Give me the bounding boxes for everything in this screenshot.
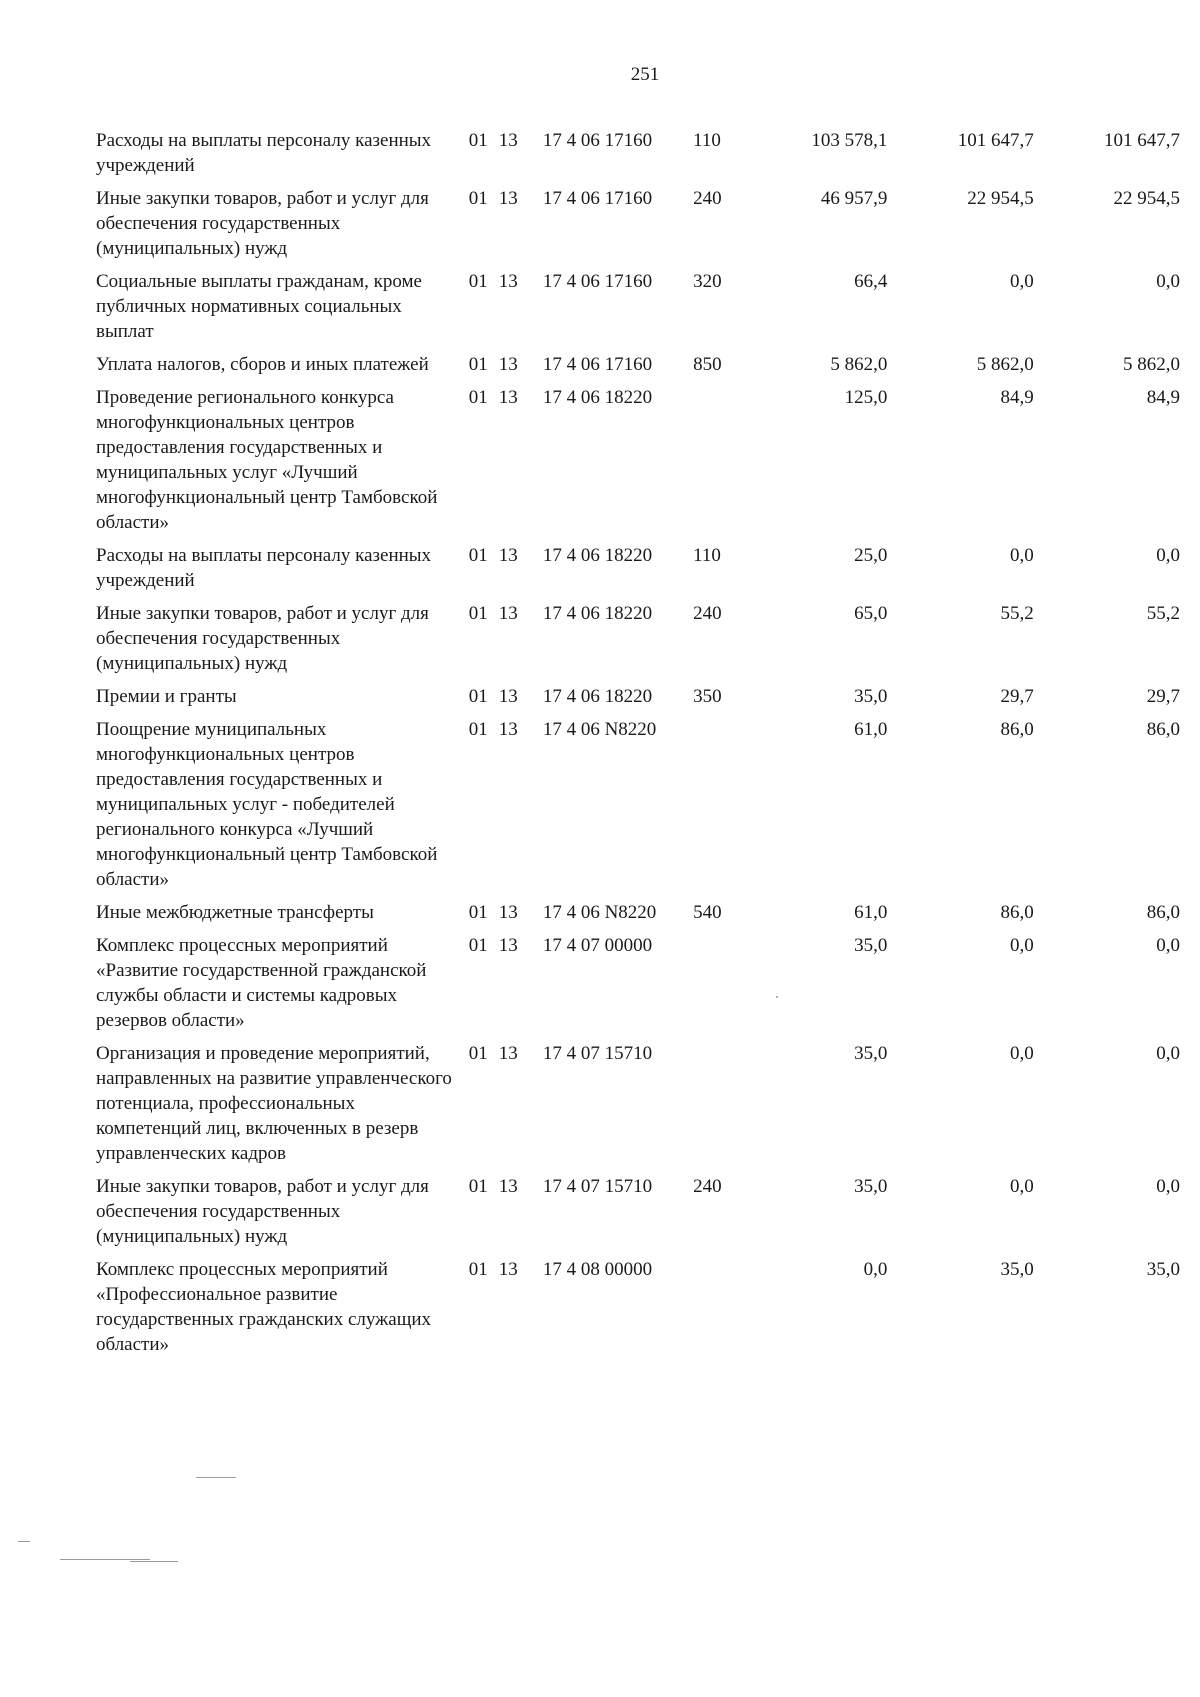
amount-year-1: 61,0 [854,719,888,740]
item-name: Расходы на выплаты персоналу казенных учреждений [96,545,432,591]
amount-year-2: 0,0 [1009,271,1034,292]
target-article-code: 17 4 08 00000 [542,1259,653,1280]
target-article-code: 17 4 06 17160 [542,354,653,375]
amount-year-1: 61,0 [854,902,888,923]
table-row [96,717,1180,900]
item-name: Социальные выплаты гражданам, кроме публичных нормативных социальных выплат [96,271,422,342]
subsection-code: 13 [498,130,518,151]
target-article-code: 17 4 06 18220 [542,387,653,408]
amount-year-2: 0,0 [1009,1176,1034,1197]
amount-year-2: 55,2 [1000,603,1034,624]
expense-type-code: 540 [693,902,722,923]
subsection-code: 13 [498,719,518,740]
subsection-code: 13 [498,188,518,209]
scan-artifact [18,1541,30,1542]
table-row [96,684,1180,717]
section-code: 01 [468,271,488,292]
amount-year-1: 66,4 [854,271,888,292]
section-code: 01 [468,1043,488,1064]
item-name: Поощрение муниципальных многофункциональных центров предоставления государственных и муниципальных услуг - победителей регионального конкурса «Лучший многофункциональный центр Тамбовской области» [96,719,438,890]
expense-type-code: 240 [693,188,722,209]
section-code: 01 [468,130,488,151]
item-name: Премии и гранты [96,686,237,707]
amount-year-1: 35,0 [854,1043,888,1064]
item-name: Иные закупки товаров, работ и услуг для обеспечения государственных (муниципальных) нужд [96,1176,429,1247]
table-row [96,543,1180,601]
amount-year-2: 35,0 [1000,1259,1034,1280]
item-name: Комплекс процессных мероприятий «Развитие государственной гражданской службы области и системы кадровых резервов области» [96,935,427,1031]
target-article-code: 17 4 06 18220 [542,686,653,707]
target-article-code: 17 4 06 18220 [542,545,653,566]
amount-year-3: 0,0 [1156,1176,1180,1197]
table-row [96,186,1180,269]
amount-year-3: 0,0 [1156,1043,1180,1064]
table-body [96,128,1180,1365]
amount-year-1: 125,0 [844,387,888,408]
amount-year-2: 0,0 [1009,935,1034,956]
subsection-code: 13 [498,686,518,707]
amount-year-3: 84,9 [1146,387,1180,408]
table-row [96,352,1180,385]
section-code: 01 [468,354,488,375]
amount-year-3: 5 862,0 [1123,354,1180,375]
expense-type-code [693,1041,741,1174]
expense-type-code: 240 [693,1176,722,1197]
amount-year-2: 0,0 [1009,545,1034,566]
item-name: Расходы на выплаты персоналу казенных учреждений [96,130,432,176]
amount-year-3: 35,0 [1146,1259,1180,1280]
amount-year-3: 86,0 [1146,719,1180,740]
section-code: 01 [468,935,488,956]
target-article-code: 17 4 06 17160 [542,271,653,292]
table-row [96,128,1180,186]
amount-year-3: 0,0 [1156,545,1180,566]
amount-year-1: 65,0 [854,603,888,624]
expense-type-code [693,1257,741,1365]
section-code: 01 [468,686,488,707]
table-row [96,601,1180,684]
subsection-code: 13 [498,545,518,566]
amount-year-2: 84,9 [1000,387,1034,408]
subsection-code: 13 [498,271,518,292]
amount-year-1: 35,0 [854,686,888,707]
section-code: 01 [468,603,488,624]
target-article-code: 17 4 07 15710 [542,1176,653,1197]
table-row [96,1041,1180,1174]
table-row [96,900,1180,933]
target-article-code: 17 4 06 N8220 [542,902,657,923]
amount-year-3: 29,7 [1146,686,1180,707]
amount-year-1: 0,0 [863,1259,888,1280]
section-code: 01 [468,719,488,740]
expense-type-code [693,933,741,1041]
subsection-code: 13 [498,1259,518,1280]
item-name: Иные межбюджетные трансферты [96,902,374,923]
amount-year-3: 55,2 [1146,603,1180,624]
target-article-code: 17 4 06 N8220 [542,719,657,740]
table-row [96,933,1180,1041]
target-article-code: 17 4 06 17160 [542,130,653,151]
expense-type-code: 240 [693,603,722,624]
item-name: Иные закупки товаров, работ и услуг для обеспечения государственных (муниципальных) нужд [96,603,429,674]
table-row [96,1174,1180,1257]
subsection-code: 13 [498,902,518,923]
target-article-code: 17 4 07 00000 [542,935,653,956]
item-name: Комплекс процессных мероприятий «Профессиональное развитие государственных гражданских служащих области» [96,1259,431,1355]
amount-year-2: 22 954,5 [967,188,1034,209]
subsection-code: 13 [498,354,518,375]
expense-type-code: 320 [693,271,722,292]
page-number: 251 [630,64,660,85]
section-code: 01 [468,902,488,923]
scan-artifact [776,996,778,998]
amount-year-3: 0,0 [1156,271,1180,292]
item-name: Уплата налогов, сборов и иных платежей [96,354,429,375]
expense-type-code [693,385,741,543]
section-code: 01 [468,545,488,566]
section-code: 01 [468,188,488,209]
expense-type-code: 110 [693,545,721,566]
scan-artifact [130,1561,178,1562]
table-row [96,1257,1180,1365]
item-name: Иные закупки товаров, работ и услуг для обеспечения государственных (муниципальных) нужд [96,188,429,259]
target-article-code: 17 4 07 15710 [542,1043,653,1064]
amount-year-3: 22 954,5 [1113,188,1180,209]
scan-artifact [196,1477,236,1478]
scan-artifact [60,1559,150,1560]
amount-year-2: 101 647,7 [957,130,1034,151]
amount-year-2: 29,7 [1000,686,1034,707]
amount-year-1: 35,0 [854,935,888,956]
subsection-code: 13 [498,1043,518,1064]
amount-year-1: 25,0 [854,545,888,566]
expense-type-code: 110 [693,130,721,151]
section-code: 01 [468,1176,488,1197]
amount-year-2: 86,0 [1000,902,1034,923]
amount-year-3: 101 647,7 [1104,130,1180,151]
expense-type-code: 850 [693,354,722,375]
amount-year-2: 0,0 [1009,1043,1034,1064]
amount-year-3: 0,0 [1156,935,1180,956]
amount-year-1: 35,0 [854,1176,888,1197]
section-code: 01 [468,387,488,408]
table-row [96,385,1180,543]
amount-year-1: 5 862,0 [830,354,888,375]
expense-type-code: 350 [693,686,722,707]
amount-year-1: 103 578,1 [811,130,888,151]
section-code: 01 [468,1259,488,1280]
item-name: Проведение регионального конкурса многофункциональных центров предоставления государственных и муниципальных услуг «Лучший многофункциональный центр Тамбовской области» [96,387,438,533]
amount-year-1: 46 957,9 [820,188,888,209]
item-name: Организация и проведение мероприятий, направленных на развитие управленческого потенциала, профессиональных компетенций лиц, включенных в резерв управленческих кадров [96,1043,452,1164]
subsection-code: 13 [498,935,518,956]
table-row [96,269,1180,352]
target-article-code: 17 4 06 18220 [542,603,653,624]
subsection-code: 13 [498,1176,518,1197]
subsection-code: 13 [498,387,518,408]
amount-year-2: 5 862,0 [976,354,1034,375]
amount-year-3: 86,0 [1146,902,1180,923]
expense-type-code [693,717,741,900]
target-article-code: 17 4 06 17160 [542,188,653,209]
subsection-code: 13 [498,603,518,624]
amount-year-2: 86,0 [1000,719,1034,740]
budget-table [96,128,1180,1365]
